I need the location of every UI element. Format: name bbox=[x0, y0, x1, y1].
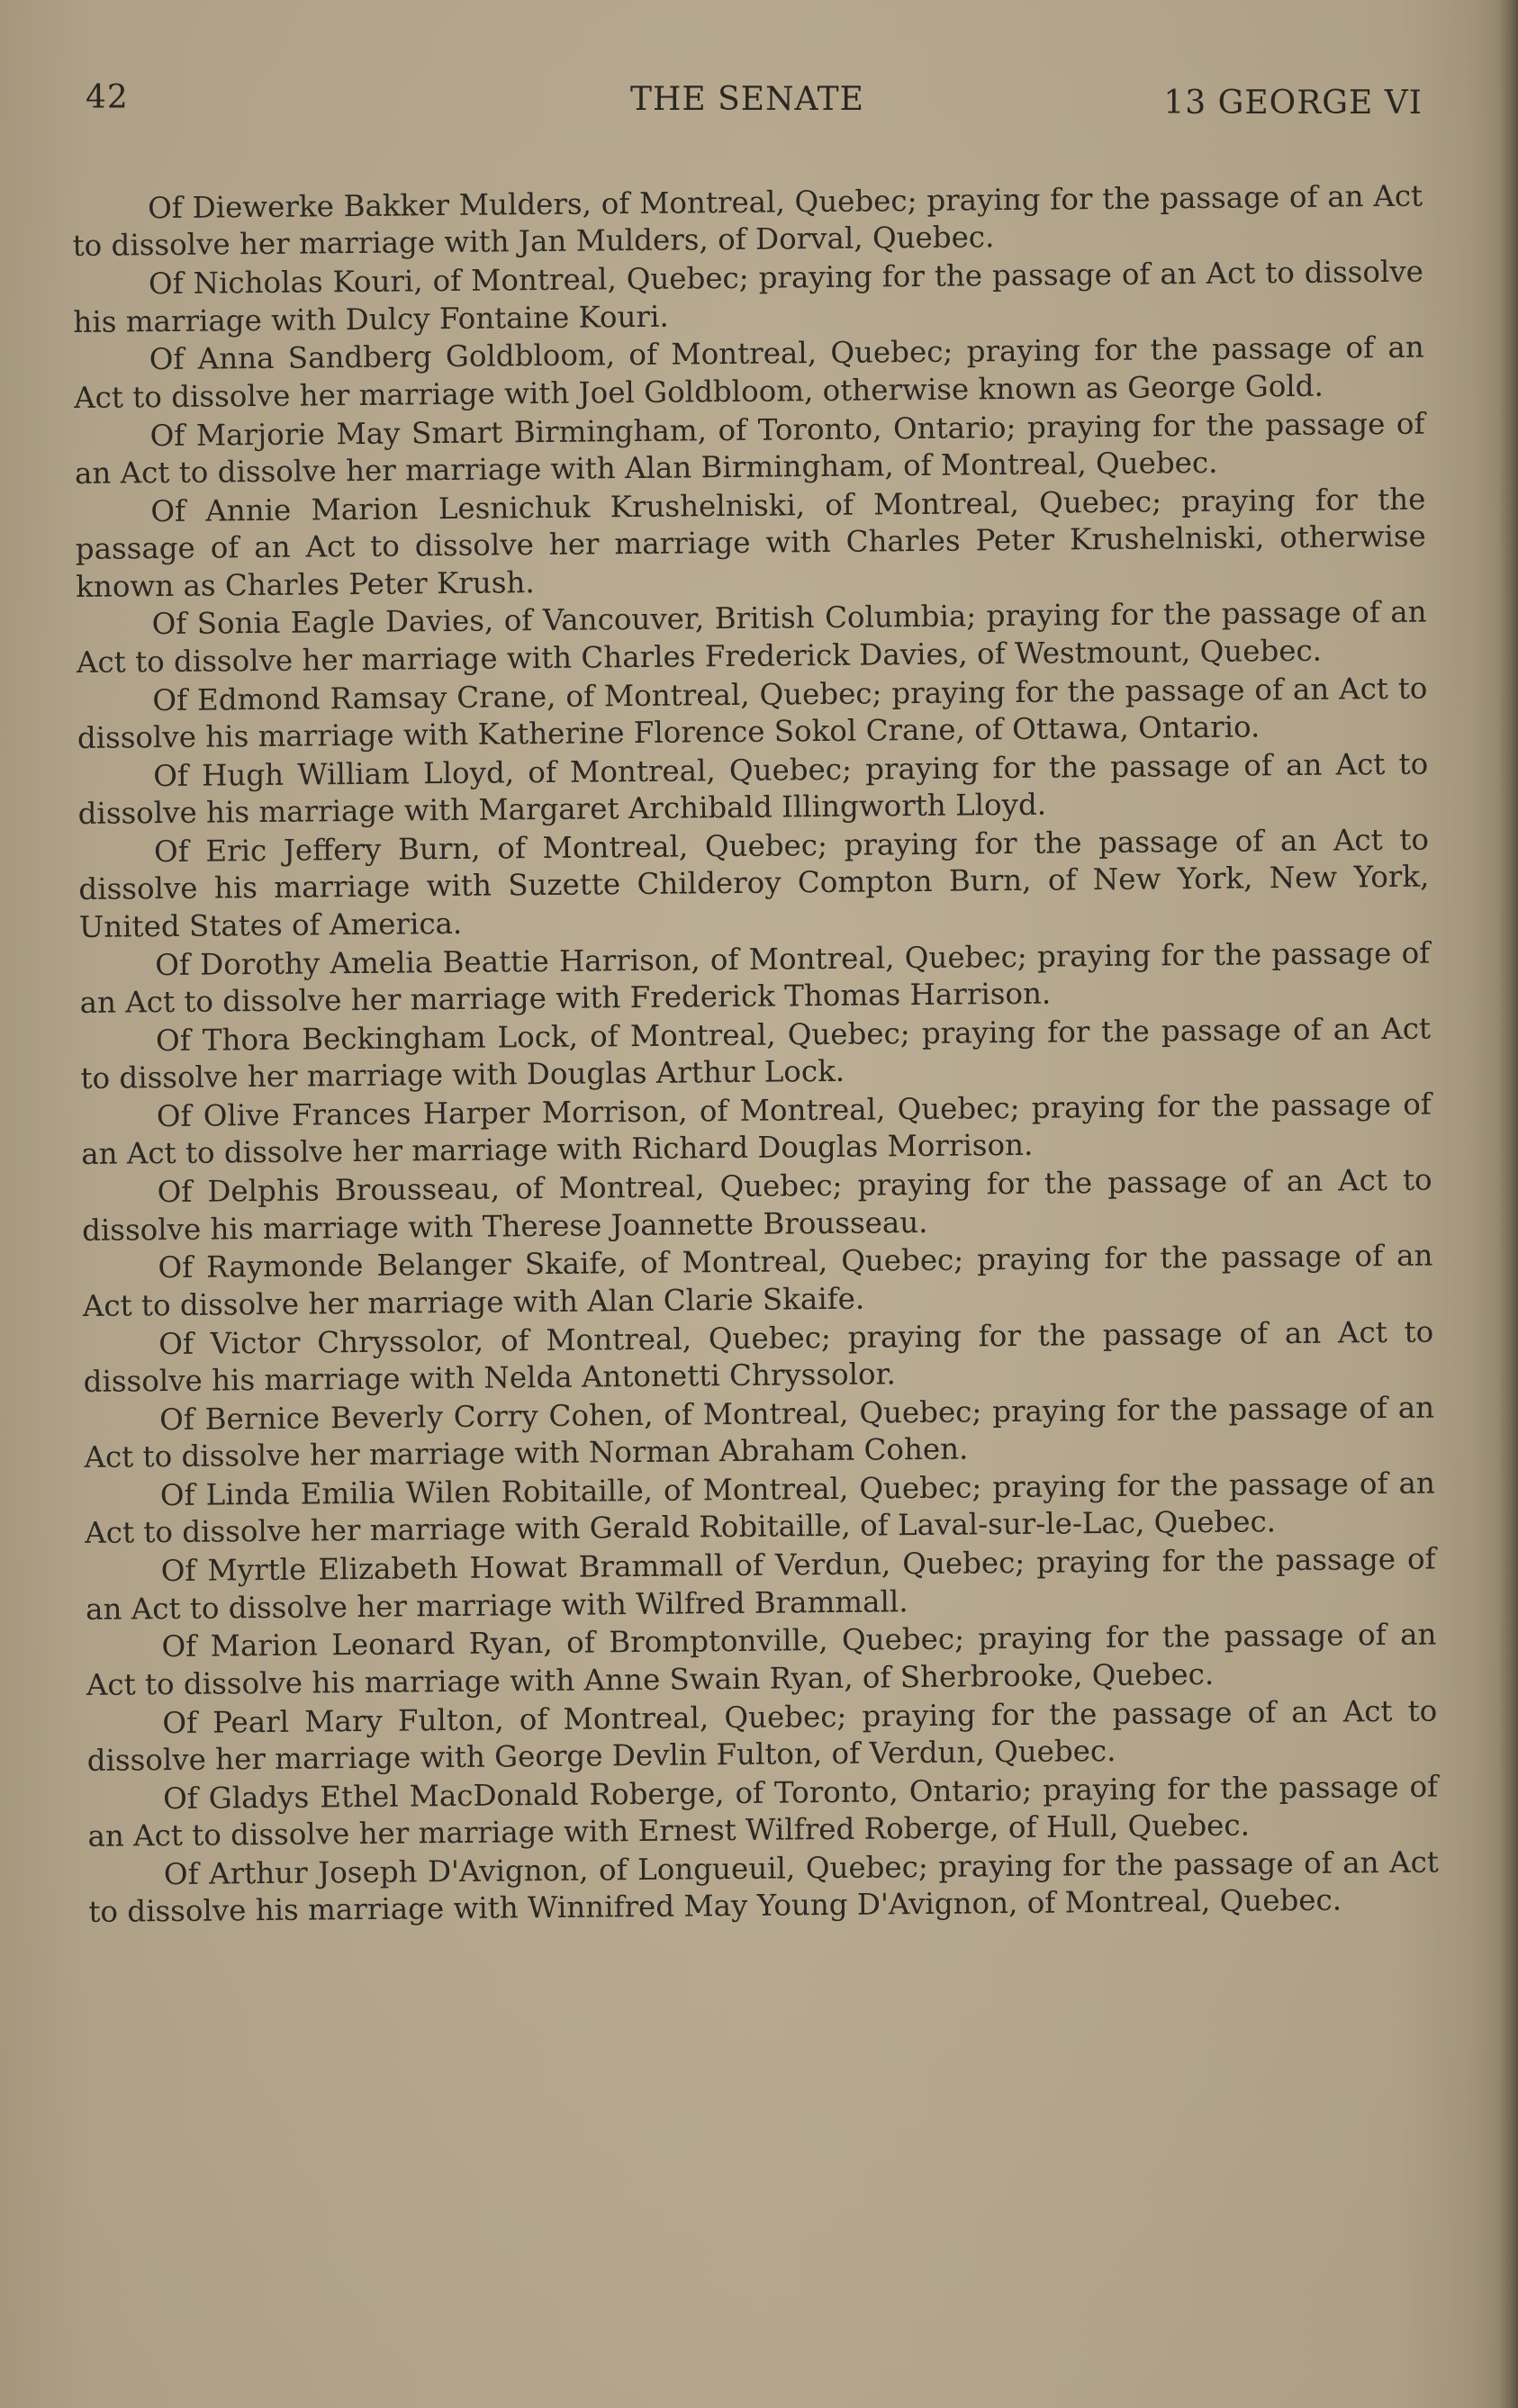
petition-entry: Of Thora Beckingham Lock, of Montreal, Quebec; praying for the passage of an Act to dissolve her marriage with Douglas Arthur Lock. bbox=[80, 1011, 1432, 1096]
petition-entry: Of Bernice Beverly Corry Cohen, of Montreal, Quebec; praying for the passage of an Act to dissolve her marriage with Norman Abraham Cohen. bbox=[84, 1390, 1435, 1475]
petition-entry: Of Raymonde Belanger Skaife, of Montreal, Quebec; praying for the passage of an Act to dissolve her marriage with Alan Clarie Skaife. bbox=[82, 1239, 1433, 1323]
petition-entry: Of Eric Jeffery Burn, of Montreal, Quebec; praying for the passage of an Act to dissolve his marriage with Suzette Childeroy Compton Burn, of New York, New York, United States of America. bbox=[78, 822, 1430, 944]
petition-entry: Of Gladys Ethel MacDonald Roberge, of Toronto, Ontario; praying for the passage of an Act to dissolve her marriage with Ernest Wilfred Roberge, of Hull, Quebec. bbox=[87, 1769, 1439, 1854]
petition-entry: Of Edmond Ramsay Crane, of Montreal, Quebec; praying for the passage of an Act to dissolve his marriage with Katherine Florence Sokol Crane, of Ottawa, Ontario. bbox=[77, 671, 1428, 756]
petition-entry: Of Marjorie May Smart Birmingham, of Toronto, Ontario; praying for the passage of an Act to dissolve her marriage with Alan Birmingham, of Montreal, Quebec. bbox=[74, 406, 1425, 492]
page-number: 42 bbox=[86, 79, 129, 116]
petition-entry: Of Sonia Eagle Davies, of Vancouver, British Columbia; praying for the passage of an Act to dissolve her marriage with Charles Frederick Davies, of Westmount, Quebec. bbox=[76, 595, 1427, 680]
petition-entry: Of Anna Sandberg Goldbloom, of Montreal, Quebec; praying for the passage of an Act to dissolve her marriage with Joel Goldbloom, otherwise known as George Gold. bbox=[74, 329, 1424, 415]
petition-list bbox=[72, 178, 1440, 1934]
petition-entry: Of Olive Frances Harper Morrison, of Montreal, Quebec; praying for the passage of an Act to dissolve her marriage with Richard Douglas Morrison. bbox=[81, 1087, 1432, 1172]
petition-entry: Of Dorothy Amelia Beattie Harrison, of Montreal, Quebec; praying for the passage of an Act to dissolve her marriage with Frederick Thomas Harrison. bbox=[79, 935, 1431, 1021]
petition-entry: Of Delphis Brousseau, of Montreal, Quebec; praying for the passage of an Act to dissolve his marriage with Therese Joannette Brousseau. bbox=[81, 1162, 1432, 1248]
petition-entry: Of Hugh William Lloyd, of Montreal, Quebec; praying for the passage of an Act to dissolve his marriage with Margaret Archibald Illingworth Lloyd. bbox=[77, 746, 1429, 832]
petition-entry: Of Diewerke Bakker Mulders, of Montreal, Quebec; praying for the passage of an Act to dissolve her marriage with Jan Mulders, of Dorval, Quebec. bbox=[72, 178, 1423, 264]
petition-entry: Of Marion Leonard Ryan, of Bromptonville, Quebec; praying for the passage of an Act to dissolve his marriage with Anne Swain Ryan, of Sherbrooke, Quebec. bbox=[86, 1617, 1437, 1702]
petition-entry: Of Linda Emilia Wilen Robitaille, of Montreal, Quebec; praying for the passage of an Act to dissolve her marriage with Gerald Robitaille, of Laval-sur-le-Lac, Quebec. bbox=[85, 1466, 1436, 1551]
petition-entry: Of Annie Marion Lesnichuk Krushelniski, of Montreal, Quebec; praying for the passage of an Act to dissolve her marriage with Charles Peter Krushelniski, otherwise known as Charles Peter Krush. bbox=[75, 482, 1426, 604]
petition-entry: Of Victor Chryssolor, of Montreal, Quebec; praying for the passage of an Act to dissolve his marriage with Nelda Antonetti Chryssolor. bbox=[83, 1314, 1434, 1400]
petition-entry: Of Pearl Mary Fulton, of Montreal, Quebec; praying for the passage of an Act to dissolve her marriage with George Devlin Fulton, of Verdun, Quebec. bbox=[86, 1693, 1438, 1778]
running-title: THE SENATE bbox=[630, 81, 864, 118]
page-edge-shadow bbox=[1498, 0, 1518, 2408]
petition-entry: Of Myrtle Elizabeth Howat Brammall of Verdun, Quebec; praying for the passage of an Act to dissolve her marriage with Wilfred Brammall. bbox=[85, 1541, 1436, 1627]
running-header bbox=[86, 79, 1423, 126]
petition-entry: Of Arthur Joseph D'Avignon, of Longueuil, Quebec; praying for the passage of an Act to dissolve his marriage with Winnifred May Young D'Avignon, of Montreal, Quebec. bbox=[88, 1844, 1440, 1930]
petition-entry: Of Nicholas Kouri, of Montreal, Quebec; praying for the passage of an Act to dissolve his marriage with Dulcy Fontaine Kouri. bbox=[73, 254, 1424, 339]
regnal-year: 13 GEORGE VI bbox=[1163, 85, 1423, 122]
